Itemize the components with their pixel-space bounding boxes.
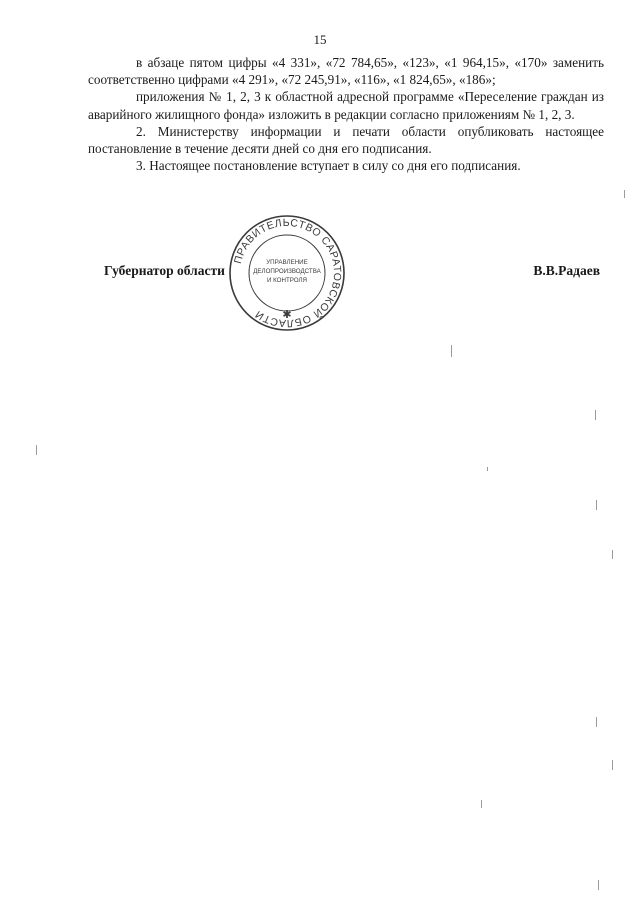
scan-artifact — [612, 550, 613, 559]
signatory-name: В.В.Радаев — [533, 263, 600, 278]
seal-center-line-1: УПРАВЛЕНИЕ — [266, 259, 308, 266]
document-body — [88, 54, 604, 174]
scan-artifact — [36, 445, 37, 455]
seal-outer-text: ПРАВИТЕЛЬСТВО САРАТОВСКОЙ ОБЛАСТИ — [231, 216, 344, 330]
scan-artifact — [596, 717, 597, 727]
paragraph-2: приложения № 1, 2, 3 к областной адресной программе «Переселение граждан из аварийного жилищного фонда» изложить в редакции согласно приложениям № 1, 2, 3. — [88, 89, 604, 122]
scan-artifact — [612, 760, 613, 770]
paragraph-1: в абзаце пятом цифры «4 331», «72 784,65», «123», «1 964,15», «170» заменить соответственно цифрами «4 291», «72 245,91», «116», «1 824,65», «186»; — [88, 55, 604, 88]
scan-artifact — [598, 880, 599, 890]
scan-artifact — [595, 410, 596, 420]
seal-center-line-2: ДЕЛОПРОИЗВОДСТВА — [253, 268, 321, 275]
paragraph-4: 3. Настоящее постановление вступает в силу со дня его подписания. — [136, 158, 521, 174]
seal-star-icon: ✱ — [282, 308, 292, 321]
official-seal — [228, 214, 346, 332]
scan-artifact — [624, 190, 625, 198]
scan-artifact — [487, 467, 488, 471]
signature-block — [104, 263, 600, 283]
seal-graphic — [228, 214, 346, 332]
scan-artifact — [481, 800, 482, 808]
seal-center-line-3: И КОНТРОЛЯ — [266, 277, 308, 284]
signatory-title: Губернатор области — [104, 263, 225, 278]
scan-artifact — [451, 345, 452, 357]
scan-artifact — [596, 500, 597, 510]
paragraph-3: 2. Министерству информации и печати области опубликовать настоящее постановление в течение десяти дней со дня его подписания. — [88, 123, 604, 157]
page-number: 15 — [313, 32, 327, 47]
